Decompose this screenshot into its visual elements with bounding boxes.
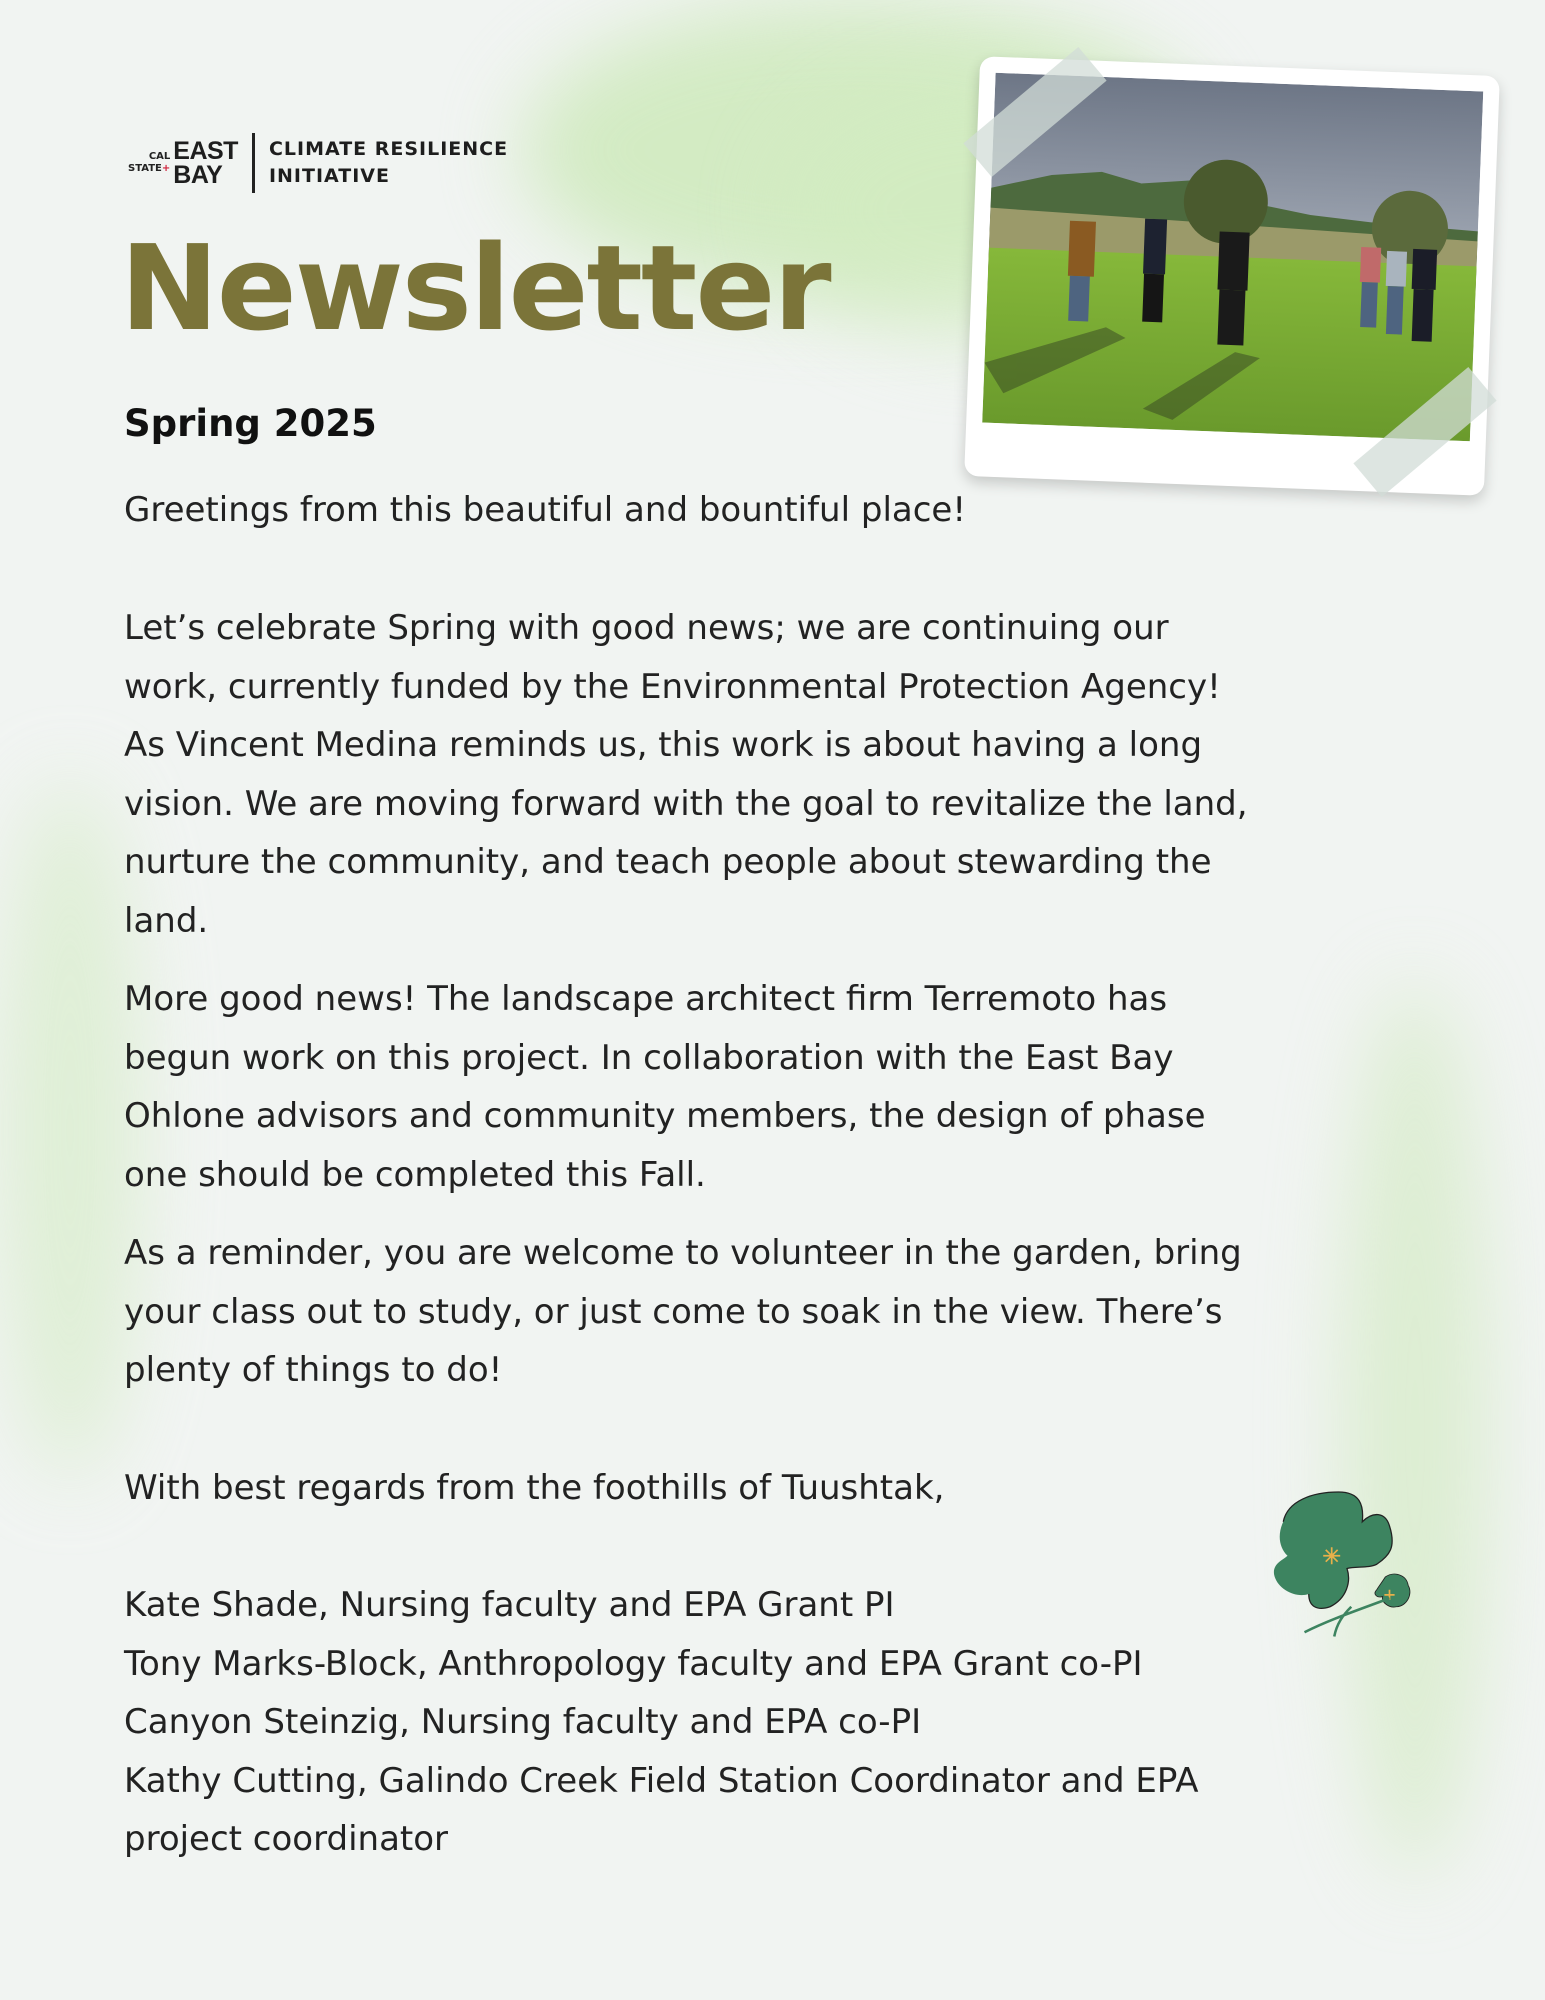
paragraph-line: your class out to study, or just come to soak in the view. There’s (124, 1291, 1223, 1332)
paragraph-line: begun work on this project. In collaboration with the East Bay (124, 1037, 1174, 1078)
logo-east-bay (173, 139, 238, 187)
paragraph-line: More good news! The landscape architect firm Terremoto has (124, 979, 1168, 1019)
logo-bay: BAY (173, 161, 223, 189)
signatory: Kate Shade, Nursing faculty and EPA Grant PI (124, 1585, 895, 1625)
paragraph-line: one should be completed this Fall. (124, 1154, 706, 1195)
logo-state: STATE (128, 163, 162, 174)
logo (128, 133, 508, 193)
paragraph (124, 599, 1504, 951)
watercolor-wash (0, 780, 140, 1480)
paragraph-line: plenty of things to do! (124, 1350, 503, 1391)
logo-east: EAST (173, 137, 238, 165)
signatory: project coordinator (124, 1819, 449, 1860)
logo-cal-state: CAL STATE+ (128, 151, 171, 174)
signatory: Canyon Steinzig, Nursing faculty and EPA co-PI (124, 1702, 922, 1743)
paragraph-line: work, currently funded by the Environmental Protection Agency! (124, 666, 1221, 707)
paragraph (124, 1224, 1504, 1400)
logo-initiative-line: CLIMATE RESILIENCE (268, 138, 509, 160)
greeting (124, 481, 1504, 540)
signatory: Tony Marks-Block, Anthropology faculty and EPA Grant co-PI (124, 1643, 1143, 1684)
paragraph-line: Let’s celebrate Spring with good news; we are continuing our (124, 608, 1169, 648)
paragraph-line: As Vincent Medina reminds us, this work is about having a long (124, 725, 1203, 766)
signatory: Kathy Cutting, Galindo Creek Field Station Coordinator and EPA (124, 1760, 1199, 1801)
logo-initiative-line: INITIATIVE (268, 165, 390, 187)
poppy-flower-icon (1262, 1465, 1432, 1655)
paragraph-line: land. (124, 900, 209, 941)
paragraph-line: As a reminder, you are welcome to volunteer in the garden, bring (124, 1233, 1242, 1273)
paragraph (124, 970, 1504, 1204)
paragraph-line: Ohlone advisors and community members, the design of phase (124, 1096, 1206, 1137)
logo-initiative (269, 136, 508, 190)
paragraph-line: vision. We are moving forward with the goal to revitalize the land, (124, 783, 1248, 824)
closing-text: With best regards from the foothills of Tuushtak, (124, 1468, 945, 1508)
page-title: Newsletter (120, 219, 830, 357)
greeting-text: Greetings from this beautiful and bountiful place! (124, 490, 966, 530)
paragraph-line: nurture the community, and teach people about stewarding the (124, 842, 1212, 883)
logo-cal: CAL (148, 151, 171, 162)
season-heading: Spring 2025 (124, 402, 377, 445)
logo-divider (252, 133, 255, 193)
